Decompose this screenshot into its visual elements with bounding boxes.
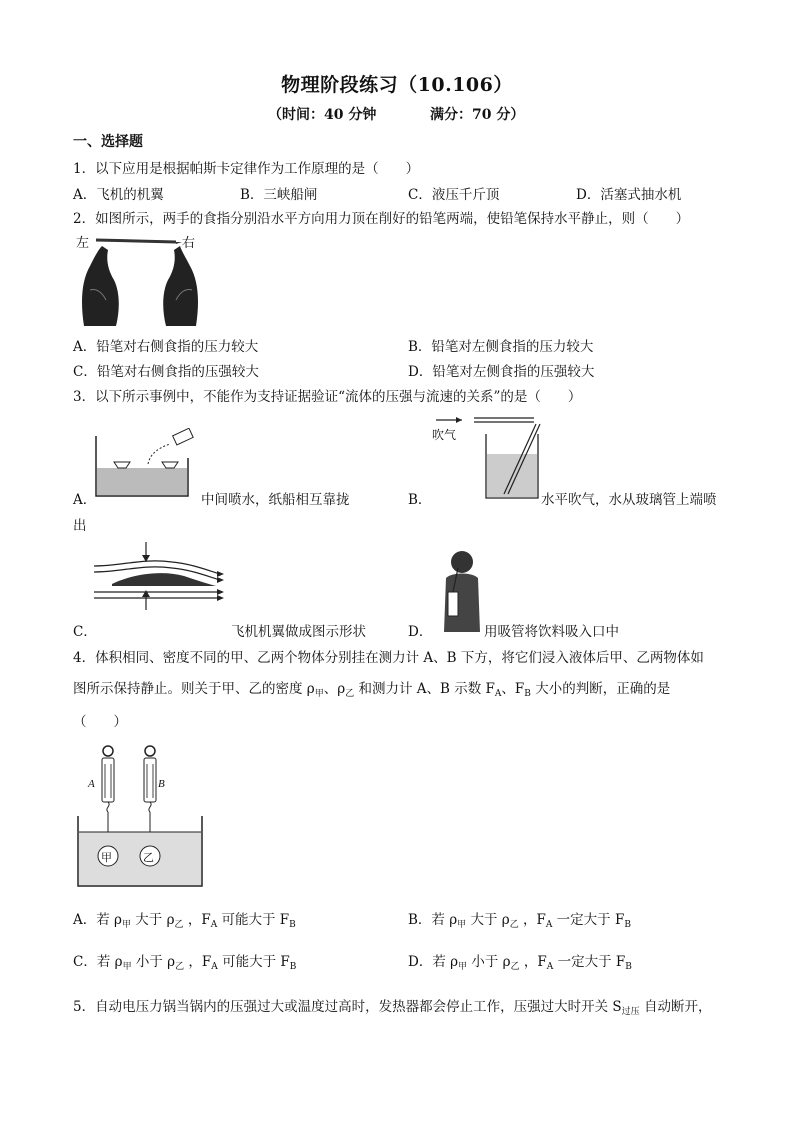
q4-option-a: A．若 $\rho_甲$ 大于 $\rho_乙$ ，$F_A$ 可能大于 $F_B$ [73,912,296,930]
right-hand [163,246,198,326]
q4-stem-line2: 图所示保持静止。则关于甲、乙的密度 $\rho_甲$、$\rho_乙$ 和测力计 A、B 示数 $F_A$、$F_B$ 大小的判断，正确的是 [73,681,671,699]
wing-section [112,573,216,586]
q4-option-d: D．若 $\rho_甲$ 小于 $\rho_乙$ ，$F_A$ 一定大于 $F_B$ [408,954,632,972]
q2-option-d: D．铅笔对左侧食指的压强较大 [408,364,595,380]
drink-cup [448,592,458,616]
q1-option-a: A．飞机的机翼 [73,187,164,203]
q5-stem: 5．自动电压力锅当锅内的压强过大或温度过高时，发热器都会停止工作，压强过大时开关 $S_{过压}$ 自动断开， [73,999,712,1017]
q4-option-b: B．若 $\rho_甲$ 大于 $\rho_乙$ ，$F_A$ 一定大于 $F_B$ [408,912,631,930]
blow-arrow [456,417,462,423]
q2-fig-right-label: 右 [182,236,196,251]
hands-pencil-figure [76,230,206,328]
q2-stem: 2．如图所示，两手的食指分别沿水平方向用力顶在削好的铅笔两端，使铅笔保持水平静止，则（ ） [73,211,690,227]
spring-scales-figure [76,742,206,888]
spring-scale-a-label: A [88,778,95,790]
left-hand [82,246,119,326]
exam-time: （时间：40 分钟 [268,107,377,123]
q3-option-d-label: D． [408,624,433,640]
page-title: 物理阶段练习（10.106） [281,74,513,96]
q4-stem-line1: 4．体积相同、密度不同的甲、乙两个物体分别挂在测力计 A、B 下方，将它们浸入液体后甲、乙两物体如 [73,650,704,666]
blow-tube-figure [434,412,544,502]
q3-option-a-text: 中间喷水，纸船相互靠拢 [201,492,350,508]
exam-score: 满分：70 分） [430,107,525,123]
q4-stem-line3: （ ） [73,714,127,730]
q3-option-a-label: A． [73,492,97,508]
blow-label: 吹气 [432,428,457,442]
object-jia-label: 甲 [101,851,112,864]
spring-scale-b-label: B [158,778,165,790]
spring-scale-b [144,758,156,802]
q2-option-b: B．铅笔对左侧食指的压力较大 [408,339,594,355]
q4-option-c: C．若 $\rho_甲$ 小于 $\rho_乙$ ，$F_A$ 可能大于 $F_B$ [73,954,297,972]
q1-option-d: D．活塞式抽水机 [576,187,682,203]
section-heading: 一、选择题 [73,134,143,150]
q2-option-a: A．铅笔对右侧食指的压力较大 [73,339,259,355]
boy-drinking-figure [440,548,484,632]
q3-stem: 3．以下所示事例中，不能作为支持证据验证“流体的压强与流速的关系”的是（ ） [73,389,582,405]
pencil [96,240,176,242]
paper-boat-left [114,462,130,468]
q3-option-b-cont: 出 [73,518,87,534]
q3-option-c-text: 飞机机翼做成图示形状 [231,624,366,640]
airfoil-figure [92,540,228,612]
spring-scale-a [102,758,114,802]
object-yi-label: 乙 [143,851,154,864]
q3-option-b-text: 水平吹气，水从玻璃管上端喷 [541,492,717,508]
boy-head [451,551,473,573]
q2-fig-left-label: 左 [76,236,90,251]
q2-option-c: C．铅笔对右侧食指的压强较大 [73,364,259,380]
q1-option-c: C．液压千斤顶 [408,187,500,203]
spray-bottle [173,428,194,445]
q3-option-d-text: 用吸管将饮料吸入口中 [484,624,619,640]
q1-option-b: B．三峡船闸 [240,187,318,203]
q3-option-b-label: B． [408,492,432,508]
paper-boats-figure [92,428,198,500]
q3-option-c-label: C． [73,624,97,640]
q1-stem: 1．以下应用是根据帕斯卡定律作为工作原理的是（ ） [73,161,420,177]
paper-boat-right [162,462,178,468]
